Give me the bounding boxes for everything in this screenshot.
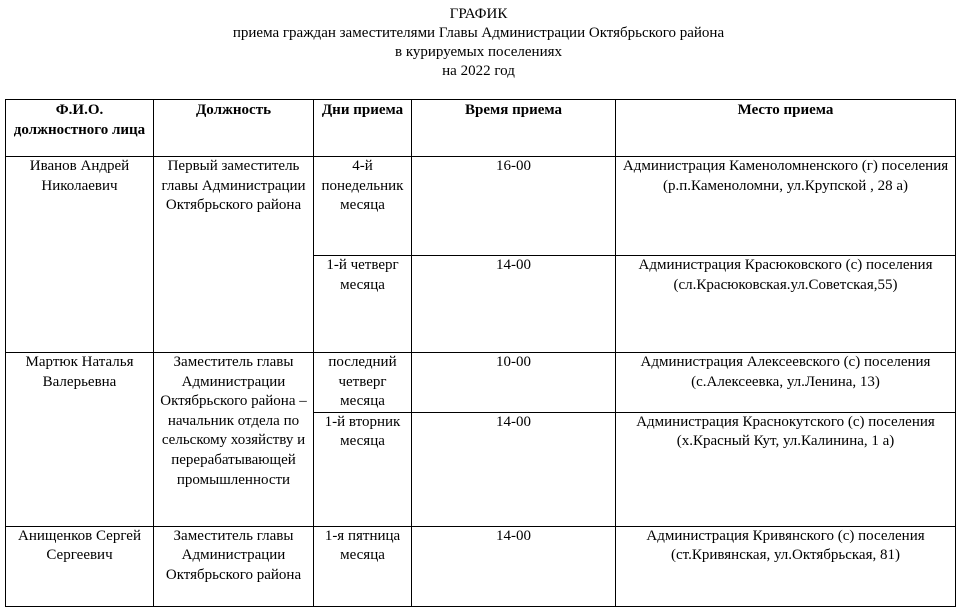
- reception-schedule-table: [5, 99, 956, 607]
- place-address: (ст.Кривянская, ул.Октябрьская, 81): [671, 547, 900, 564]
- official-position-cell: [154, 526, 314, 606]
- official-name-cell: [6, 526, 154, 606]
- place-administration: Администрация Каменоломненского (г) поселения: [622, 158, 949, 174]
- official-name: Анищенков Сергей Сергеевич: [18, 527, 141, 564]
- reception-days: 1-й вторник месяца: [314, 412, 412, 526]
- place-address: (с.Алексеевка, ул.Ленина, 13): [691, 373, 880, 390]
- reception-time: 14-00: [412, 412, 616, 526]
- column-header-position: Должность: [154, 100, 314, 157]
- column-header-name: Ф.И.О. должностного лица: [6, 100, 154, 157]
- place-administration: Администрация Алексеевского (с) поселения: [640, 354, 931, 370]
- document-title: ГРАФИК: [449, 6, 508, 22]
- reception-place: [616, 256, 956, 353]
- place-address: (р.п.Каменоломни, ул.Крупской , 28 а): [663, 177, 908, 194]
- place-administration: Администрация Красюковского (с) поселения: [638, 257, 933, 273]
- table-row: [6, 157, 956, 256]
- reception-days: 4-й понедельник месяца: [314, 157, 412, 256]
- reception-time: 14-00: [412, 526, 616, 606]
- reception-place: [616, 157, 956, 256]
- column-header-days: Дни приема: [314, 100, 412, 157]
- official-name: Иванов Андрей Николаевич: [29, 158, 130, 194]
- document-year: на 2022 год: [442, 63, 515, 79]
- reception-time: 16-00: [412, 157, 616, 256]
- reception-place: [616, 412, 956, 526]
- column-header-place: Место приема: [616, 100, 956, 157]
- reception-place: [616, 526, 956, 606]
- official-name: Мартюк Наталья Валерьевна: [25, 354, 134, 390]
- reception-time: 10-00: [412, 353, 616, 413]
- official-position: Заместитель главы Администрации Октябрьского района: [165, 527, 302, 583]
- place-administration: Администрация Кривянского (с) поселения: [646, 527, 925, 544]
- reception-days: 1-я пятница месяца: [314, 526, 412, 606]
- place-address: (х.Красный Кут, ул.Калинина, 1 а): [676, 433, 895, 450]
- official-position: Первый заместитель главы Администрации Октябрьского района: [161, 158, 306, 214]
- place-administration: Администрация Краснокутского (с) поселения: [636, 413, 935, 430]
- official-name-cell: [6, 157, 154, 353]
- table-row: [6, 526, 956, 606]
- reception-place: [616, 353, 956, 413]
- column-header-time: Время приема: [412, 100, 616, 157]
- reception-days: 1-й четверг месяца: [314, 256, 412, 353]
- document-subtitle: приема граждан заместителями Главы Администрации Октябрьского района: [232, 25, 725, 41]
- official-position: Заместитель главы Администрации Октябрьского района – начальник отдела по сельскому хозяйству и перерабатывающей промышленности: [160, 354, 307, 488]
- table-header-row: [6, 100, 956, 157]
- document-heading: [0, 5, 957, 81]
- table-row: [6, 353, 956, 413]
- document-subtitle-line-2: в курируемых поселениях: [394, 44, 562, 60]
- place-address: (сл.Красюковская.ул.Советская,55): [673, 276, 898, 293]
- official-position-cell: [154, 353, 314, 527]
- reception-days: последний четверг месяца: [314, 353, 412, 413]
- official-position-cell: [154, 157, 314, 353]
- reception-time: 14-00: [412, 256, 616, 353]
- official-name-cell: [6, 353, 154, 527]
